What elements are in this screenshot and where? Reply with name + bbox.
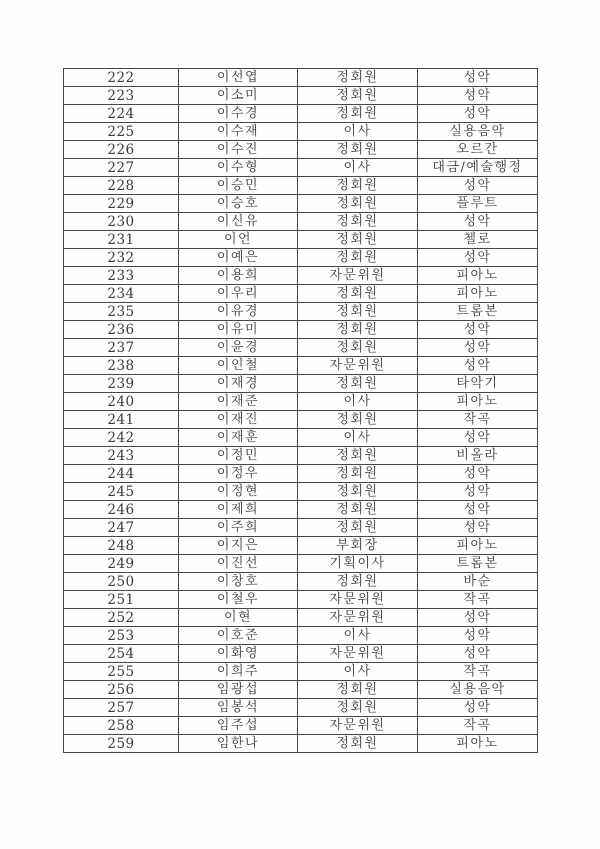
- member-role-cell: 이사: [298, 393, 418, 411]
- member-role-cell: 정회원: [298, 177, 418, 195]
- member-table-body: [64, 69, 538, 753]
- table-row: [64, 645, 538, 663]
- member-role-cell: 자문위원: [298, 267, 418, 285]
- table-row: [64, 447, 538, 465]
- member-name-cell: 이선엽: [179, 69, 298, 87]
- row-number-cell: 247: [64, 519, 179, 537]
- table-row: [64, 537, 538, 555]
- member-name-cell: 이승민: [179, 177, 298, 195]
- member-role-cell: 정회원: [298, 339, 418, 357]
- row-number-cell: 226: [64, 141, 179, 159]
- member-role-cell: 자문위원: [298, 591, 418, 609]
- row-number-cell: 235: [64, 303, 179, 321]
- member-name-cell: 이주희: [179, 519, 298, 537]
- member-role-cell: 정회원: [298, 375, 418, 393]
- member-role-cell: 정회원: [298, 231, 418, 249]
- member-specialty-cell: 오르간: [418, 141, 538, 159]
- member-role-cell: 정회원: [298, 195, 418, 213]
- row-number-cell: 223: [64, 87, 179, 105]
- member-name-cell: 이화영: [179, 645, 298, 663]
- member-name-cell: 임광섭: [179, 681, 298, 699]
- table-row: [64, 699, 538, 717]
- member-specialty-cell: 첼로: [418, 231, 538, 249]
- table-row: [64, 627, 538, 645]
- table-row: [64, 591, 538, 609]
- table-row: [64, 321, 538, 339]
- member-role-cell: 정회원: [298, 87, 418, 105]
- table-row: [64, 429, 538, 447]
- member-role-cell: 정회원: [298, 447, 418, 465]
- row-number-cell: 250: [64, 573, 179, 591]
- row-number-cell: 257: [64, 699, 179, 717]
- member-name-cell: 임한나: [179, 735, 298, 753]
- member-specialty-cell: 성악: [418, 483, 538, 501]
- table-row: [64, 465, 538, 483]
- member-specialty-cell: 작곡: [418, 717, 538, 735]
- member-specialty-cell: 바순: [418, 573, 538, 591]
- table-row: [64, 717, 538, 735]
- member-specialty-cell: 실용음악: [418, 123, 538, 141]
- member-name-cell: 이철우: [179, 591, 298, 609]
- member-name-cell: 이창호: [179, 573, 298, 591]
- member-name-cell: 이승호: [179, 195, 298, 213]
- table-row: [64, 555, 538, 573]
- member-specialty-cell: 성악: [418, 519, 538, 537]
- member-specialty-cell: 타악기: [418, 375, 538, 393]
- member-role-cell: 정회원: [298, 465, 418, 483]
- member-name-cell: 이인철: [179, 357, 298, 375]
- member-name-cell: 이정현: [179, 483, 298, 501]
- member-role-cell: 정회원: [298, 69, 418, 87]
- member-specialty-cell: 성악: [418, 69, 538, 87]
- member-name-cell: 이수진: [179, 141, 298, 159]
- table-row: [64, 357, 538, 375]
- member-role-cell: 정회원: [298, 141, 418, 159]
- row-number-cell: 227: [64, 159, 179, 177]
- row-number-cell: 239: [64, 375, 179, 393]
- row-number-cell: 254: [64, 645, 179, 663]
- member-specialty-cell: 성악: [418, 213, 538, 231]
- table-row: [64, 339, 538, 357]
- member-specialty-cell: 피아노: [418, 393, 538, 411]
- member-roster-table: [63, 68, 538, 753]
- member-role-cell: 정회원: [298, 213, 418, 231]
- table-row: [64, 303, 538, 321]
- member-specialty-cell: 성악: [418, 357, 538, 375]
- row-number-cell: 229: [64, 195, 179, 213]
- row-number-cell: 231: [64, 231, 179, 249]
- table-row: [64, 231, 538, 249]
- member-specialty-cell: 성악: [418, 177, 538, 195]
- member-name-cell: 이수경: [179, 105, 298, 123]
- row-number-cell: 243: [64, 447, 179, 465]
- member-role-cell: 부회장: [298, 537, 418, 555]
- row-number-cell: 225: [64, 123, 179, 141]
- table-row: [64, 663, 538, 681]
- member-role-cell: 정회원: [298, 501, 418, 519]
- member-name-cell: 이재준: [179, 393, 298, 411]
- table-row: [64, 609, 538, 627]
- member-specialty-cell: 성악: [418, 339, 538, 357]
- member-specialty-cell: 피아노: [418, 735, 538, 753]
- member-specialty-cell: 성악: [418, 429, 538, 447]
- member-name-cell: 이유미: [179, 321, 298, 339]
- member-specialty-cell: 성악: [418, 501, 538, 519]
- row-number-cell: 259: [64, 735, 179, 753]
- member-role-cell: 정회원: [298, 681, 418, 699]
- row-number-cell: 228: [64, 177, 179, 195]
- table-row: [64, 411, 538, 429]
- row-number-cell: 234: [64, 285, 179, 303]
- member-name-cell: 이재훈: [179, 429, 298, 447]
- member-name-cell: 이언: [179, 231, 298, 249]
- member-name-cell: 이현: [179, 609, 298, 627]
- member-role-cell: 기획이사: [298, 555, 418, 573]
- row-number-cell: 253: [64, 627, 179, 645]
- row-number-cell: 258: [64, 717, 179, 735]
- table-row: [64, 501, 538, 519]
- member-name-cell: 이정민: [179, 447, 298, 465]
- member-role-cell: 자문위원: [298, 609, 418, 627]
- member-specialty-cell: 성악: [418, 699, 538, 717]
- member-role-cell: 정회원: [298, 303, 418, 321]
- row-number-cell: 244: [64, 465, 179, 483]
- table-row: [64, 177, 538, 195]
- member-specialty-cell: 작곡: [418, 591, 538, 609]
- member-specialty-cell: 성악: [418, 87, 538, 105]
- member-role-cell: 이사: [298, 429, 418, 447]
- member-specialty-cell: 플루트: [418, 195, 538, 213]
- member-specialty-cell: 성악: [418, 645, 538, 663]
- member-specialty-cell: 성악: [418, 321, 538, 339]
- table-row: [64, 267, 538, 285]
- member-specialty-cell: 작곡: [418, 411, 538, 429]
- row-number-cell: 230: [64, 213, 179, 231]
- member-specialty-cell: 성악: [418, 627, 538, 645]
- member-role-cell: 자문위원: [298, 645, 418, 663]
- member-name-cell: 이재경: [179, 375, 298, 393]
- member-name-cell: 이윤경: [179, 339, 298, 357]
- member-name-cell: 이정우: [179, 465, 298, 483]
- member-role-cell: 이사: [298, 663, 418, 681]
- row-number-cell: 251: [64, 591, 179, 609]
- row-number-cell: 256: [64, 681, 179, 699]
- member-role-cell: 정회원: [298, 483, 418, 501]
- member-name-cell: 이진선: [179, 555, 298, 573]
- member-name-cell: 이수재: [179, 123, 298, 141]
- member-role-cell: 정회원: [298, 411, 418, 429]
- member-role-cell: 이사: [298, 159, 418, 177]
- member-role-cell: 자문위원: [298, 357, 418, 375]
- member-name-cell: 이지은: [179, 537, 298, 555]
- table-row: [64, 681, 538, 699]
- row-number-cell: 241: [64, 411, 179, 429]
- member-role-cell: 이사: [298, 627, 418, 645]
- member-specialty-cell: 작곡: [418, 663, 538, 681]
- row-number-cell: 255: [64, 663, 179, 681]
- table-row: [64, 735, 538, 753]
- row-number-cell: 237: [64, 339, 179, 357]
- table-row: [64, 483, 538, 501]
- member-name-cell: 이우리: [179, 285, 298, 303]
- member-name-cell: 이제희: [179, 501, 298, 519]
- row-number-cell: 232: [64, 249, 179, 267]
- member-specialty-cell: 피아노: [418, 285, 538, 303]
- row-number-cell: 233: [64, 267, 179, 285]
- member-role-cell: 이사: [298, 123, 418, 141]
- row-number-cell: 246: [64, 501, 179, 519]
- member-role-cell: 정회원: [298, 573, 418, 591]
- table-row: [64, 195, 538, 213]
- table-row: [64, 213, 538, 231]
- row-number-cell: 245: [64, 483, 179, 501]
- row-number-cell: 242: [64, 429, 179, 447]
- member-role-cell: 정회원: [298, 105, 418, 123]
- row-number-cell: 224: [64, 105, 179, 123]
- member-specialty-cell: 실용음악: [418, 681, 538, 699]
- member-name-cell: 이신유: [179, 213, 298, 231]
- member-role-cell: 정회원: [298, 519, 418, 537]
- member-specialty-cell: 피아노: [418, 267, 538, 285]
- member-name-cell: 이소미: [179, 87, 298, 105]
- member-name-cell: 이희주: [179, 663, 298, 681]
- member-name-cell: 이용희: [179, 267, 298, 285]
- table-row: [64, 87, 538, 105]
- table-row: [64, 249, 538, 267]
- member-specialty-cell: 트롬본: [418, 303, 538, 321]
- row-number-cell: 238: [64, 357, 179, 375]
- table-row: [64, 573, 538, 591]
- row-number-cell: 249: [64, 555, 179, 573]
- row-number-cell: 252: [64, 609, 179, 627]
- member-name-cell: 임봉석: [179, 699, 298, 717]
- member-role-cell: 정회원: [298, 321, 418, 339]
- member-name-cell: 이예은: [179, 249, 298, 267]
- table-row: [64, 159, 538, 177]
- member-specialty-cell: 비올라: [418, 447, 538, 465]
- row-number-cell: 222: [64, 69, 179, 87]
- table-row: [64, 105, 538, 123]
- member-role-cell: 정회원: [298, 285, 418, 303]
- table-row: [64, 375, 538, 393]
- table-row: [64, 519, 538, 537]
- member-specialty-cell: 성악: [418, 465, 538, 483]
- member-specialty-cell: 성악: [418, 609, 538, 627]
- table-row: [64, 69, 538, 87]
- table-row: [64, 123, 538, 141]
- member-role-cell: 정회원: [298, 249, 418, 267]
- member-name-cell: 이수형: [179, 159, 298, 177]
- table-row: [64, 285, 538, 303]
- member-role-cell: 자문위원: [298, 717, 418, 735]
- row-number-cell: 248: [64, 537, 179, 555]
- row-number-cell: 236: [64, 321, 179, 339]
- member-specialty-cell: 피아노: [418, 537, 538, 555]
- table-row: [64, 393, 538, 411]
- member-name-cell: 이재진: [179, 411, 298, 429]
- member-specialty-cell: 트롬본: [418, 555, 538, 573]
- member-specialty-cell: 성악: [418, 105, 538, 123]
- row-number-cell: 240: [64, 393, 179, 411]
- member-role-cell: 정회원: [298, 735, 418, 753]
- member-name-cell: 임주섭: [179, 717, 298, 735]
- member-specialty-cell: 대금/예술행정: [418, 159, 538, 177]
- member-role-cell: 정회원: [298, 699, 418, 717]
- table-row: [64, 141, 538, 159]
- member-name-cell: 이호준: [179, 627, 298, 645]
- member-specialty-cell: 성악: [418, 249, 538, 267]
- member-name-cell: 이유경: [179, 303, 298, 321]
